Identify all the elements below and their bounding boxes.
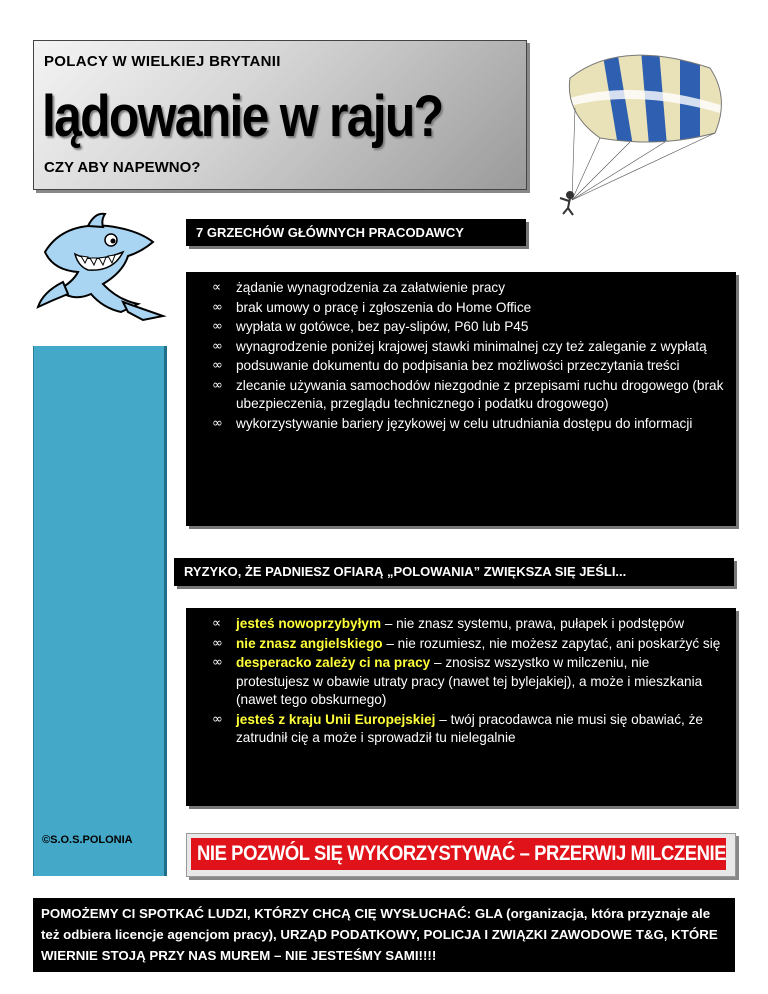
- bullet-icon: ∞: [212, 299, 223, 315]
- footer-text-box: POMOŻEMY CI SPOTKAĆ LUDZI, KTÓRZY CHCĄ CIĘ WYSŁUCHAĆ: GLA (organizacja, która przyznaje ale też odbiera licencje agencjom pracy), URZĄD PODATKOWY, POLICJA I ZWIĄZKI ZAWODOWE T&G, KTÓRE WIERNIE STOJĄ PRZY NAS MUREM – NIE JESTEŚMY SAMI!!!!: [33, 898, 735, 972]
- risk-list: [186, 608, 736, 748]
- bullet-icon: ∝: [212, 616, 222, 631]
- bullet-icon: ∝: [212, 280, 222, 295]
- title-banner: [33, 40, 527, 190]
- bullet-icon: ∞: [212, 338, 223, 354]
- list-item: ∝ żądanie wynagrodzenia za załatwienie pracy: [212, 279, 726, 298]
- list-item: ∞ desperacko zależy ci na pracy – znosisz wszystko w milczeniu, nie protestujesz w obawie utraty pracy (nawet tej bylejakiej), a może i mieszkania (nawet tego obskurnego): [212, 655, 703, 707]
- list-item: ∞ zlecanie używania samochodów niezgodnie z przepisami ruchu drogowego (brak ubezpieczenia, przeglądu technicznego i podatku drogowego): [212, 377, 724, 411]
- call-to-action-text: NIE POZWÓL SIĘ WYKORZYSTYWAĆ – PRZERWIJ MILCZENIE: [191, 838, 726, 870]
- list-item: ∝ jesteś nowoprzybyłym – nie znasz systemu, prawa, pułapek i podstępów: [212, 615, 726, 634]
- list-item: ∞ wypłata w gotówce, bez pay-slipów, P60 lub P45: [212, 318, 726, 337]
- call-to-action-banner: [186, 833, 736, 877]
- bullet-icon: ∞: [212, 358, 223, 373]
- page-title: lądowanie w raju?: [42, 84, 443, 149]
- copyright-label: ©S.O.S.POLONIA: [42, 834, 133, 846]
- section-heading-sins: 7 GRZECHÓW GŁÓWNYCH PRACODAWCY: [186, 219, 526, 246]
- list-item: ∞ nie znasz angielskiego – nie rozumiesz, nie możesz zapytać, ani poskarżyć się: [212, 635, 726, 654]
- bullet-icon: ∞: [212, 635, 223, 651]
- section-heading-risk: RYZYKO, ŻE PADNIESZ OFIARĄ „POLOWANIA” ZWIĘKSZA SIĘ JEŚLI...: [174, 558, 734, 586]
- risk-list-box: [186, 608, 736, 806]
- bullet-icon: ∞: [212, 377, 223, 393]
- list-item: ∞ jesteś z kraju Unii Europejskiej – twój pracodawca nie musi się obawiać, że zatrudnił cię a może i sprowadził tu nielegalnie: [212, 711, 703, 745]
- bullet-icon: ∞: [212, 319, 223, 334]
- sidebar-panel: [33, 346, 167, 876]
- list-item: ∞ brak umowy o pracę i zgłoszenia do Home Office: [212, 299, 726, 318]
- list-item: ∞ wykorzystywanie bariery językowej w celu utrudniania dostępu do informacji: [212, 415, 726, 434]
- bullet-icon: ∞: [212, 655, 223, 670]
- sins-list: [186, 272, 736, 433]
- title-sub-line: CZY ABY NAPEWNO?: [44, 159, 201, 176]
- shark-cartoon: [33, 212, 168, 324]
- bullet-icon: ∞: [212, 711, 223, 727]
- title-top-line: POLACY W WIELKIEJ BRYTANII: [44, 53, 281, 70]
- list-item: ∞ wynagrodzenie poniżej krajowej stawki minimalnej czy też zaleganie z wypłatą: [212, 338, 726, 357]
- parachute-illustration: [540, 38, 740, 218]
- list-item: ∞ podsuwanie dokumentu do podpisania bez możliwości przeczytania treści: [212, 357, 726, 376]
- bullet-icon: ∞: [212, 415, 223, 431]
- sins-list-box: [186, 272, 736, 526]
